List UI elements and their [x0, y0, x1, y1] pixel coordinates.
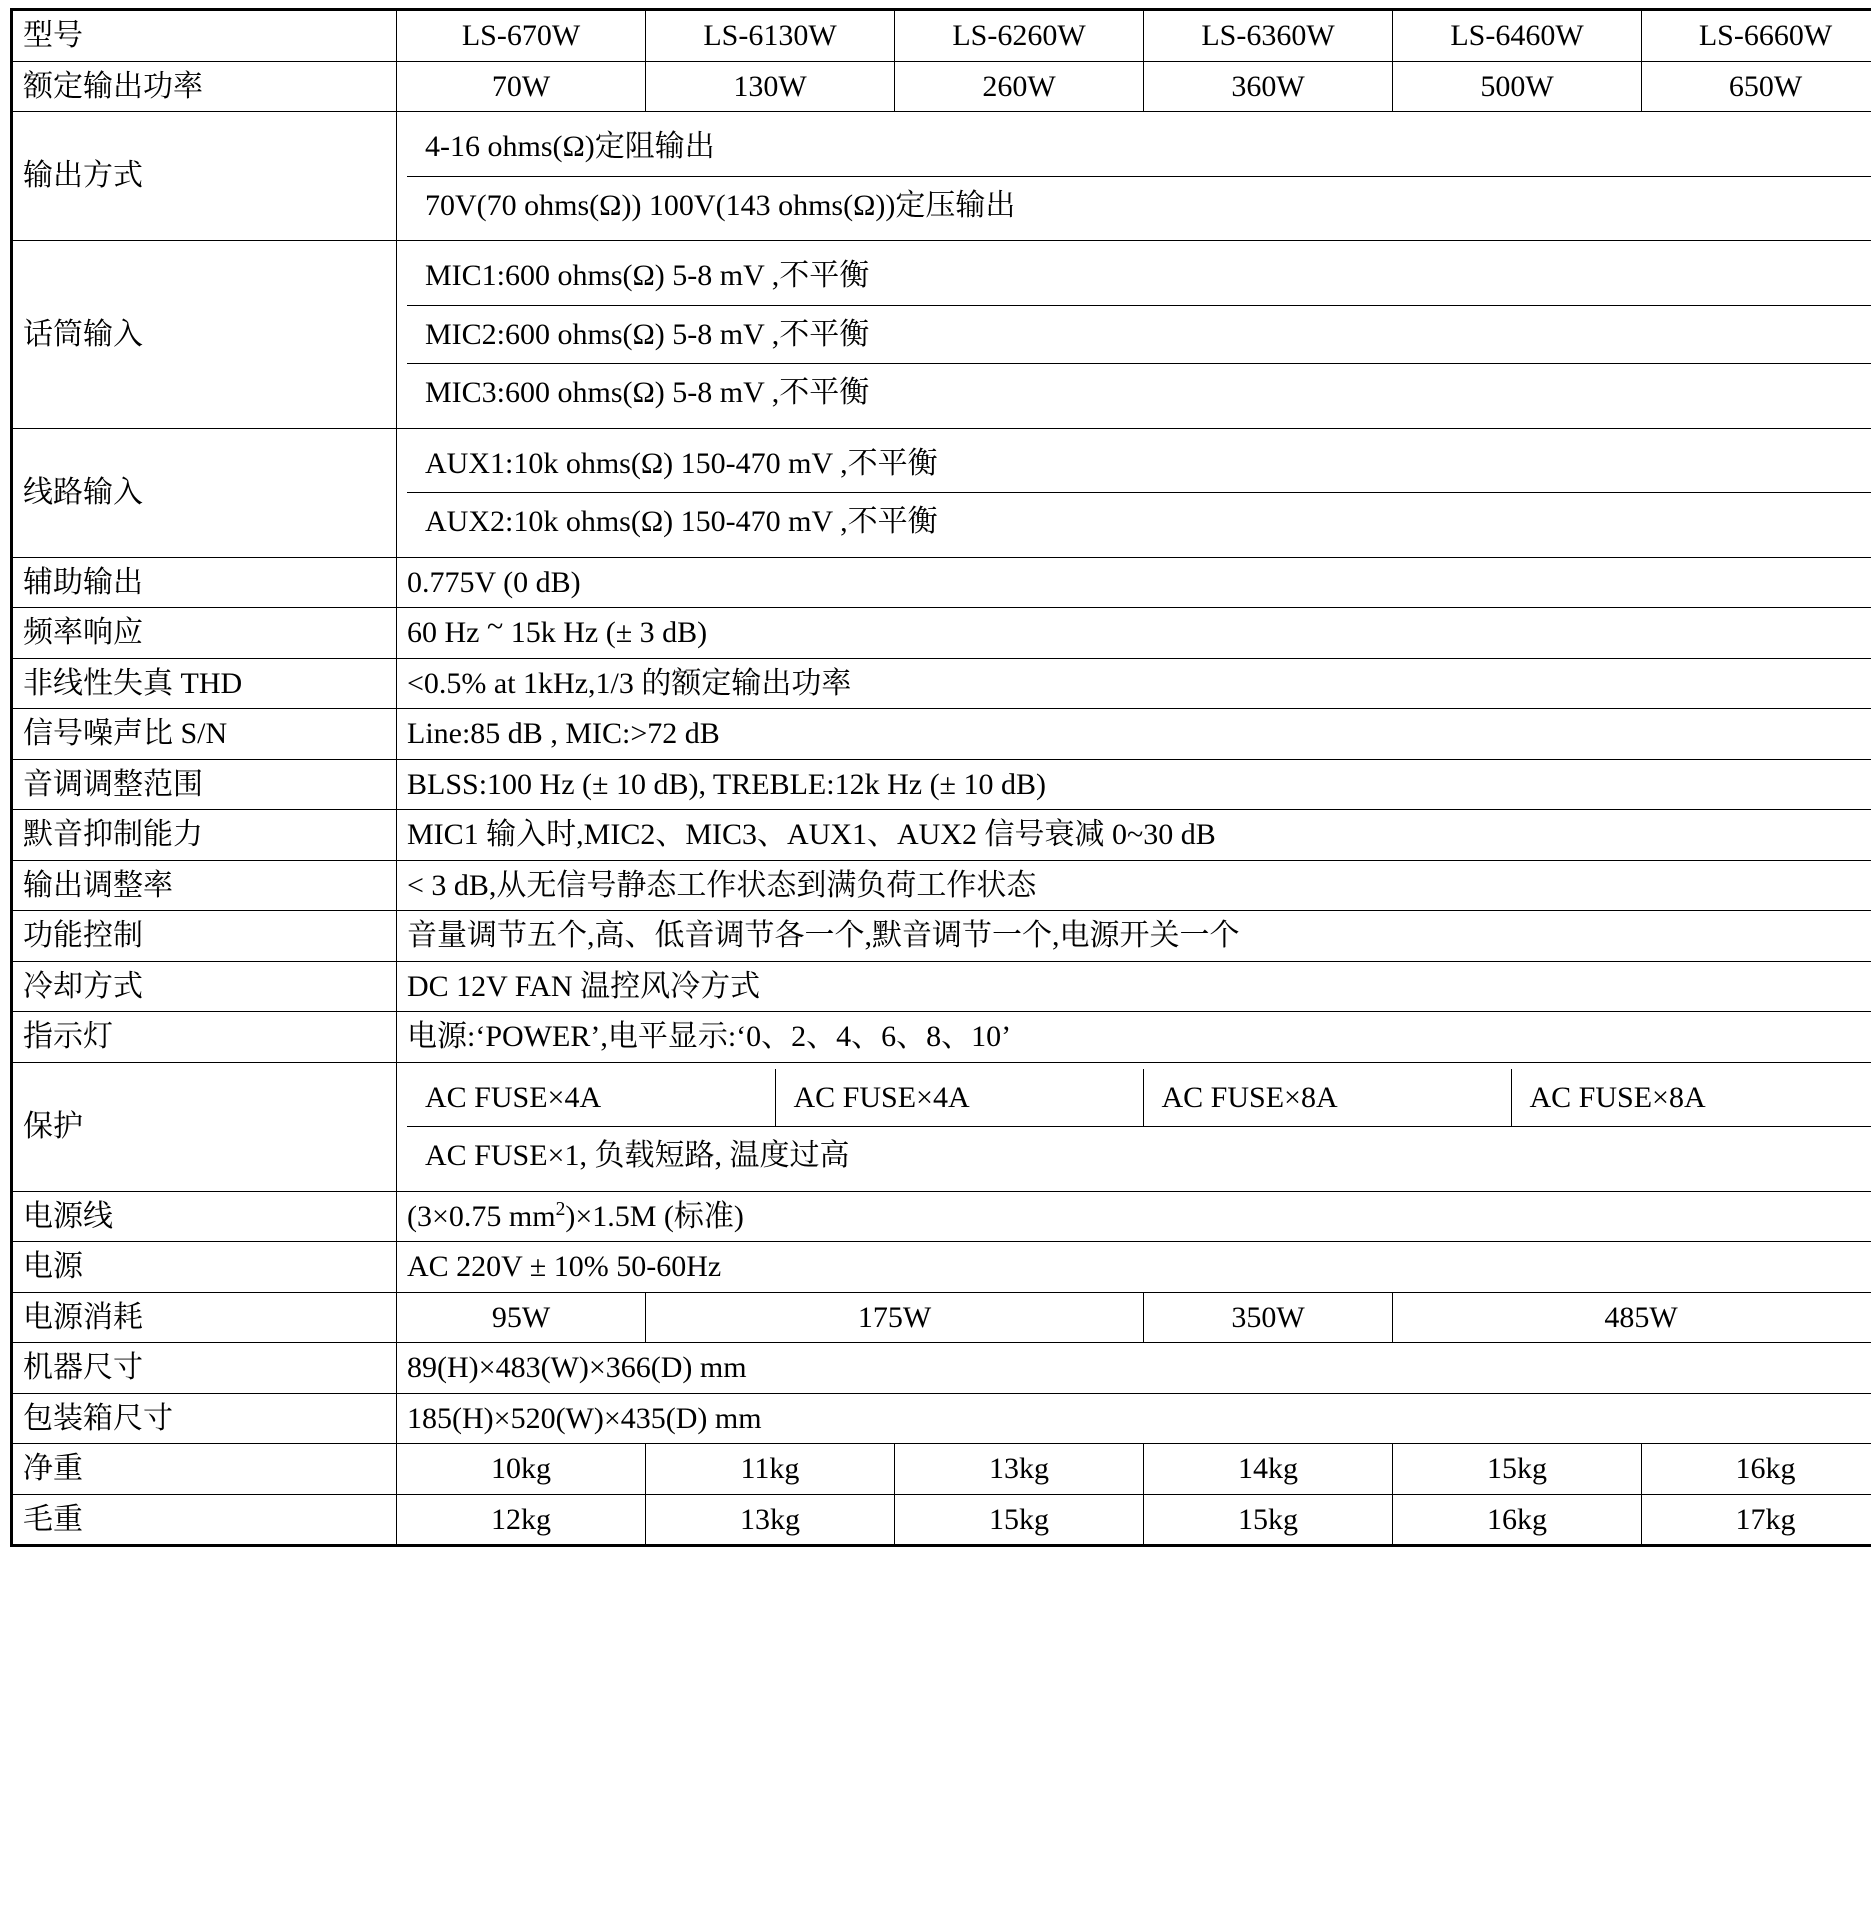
mic-input-value [397, 241, 1871, 429]
power-supply-value: AC 220V ± 10% 50-60Hz [397, 1242, 1871, 1293]
frequency-response-tilde: ~ [486, 610, 504, 643]
protection-line-2: AC FUSE×1, 负载短路, 温度过高 [425, 1139, 850, 1172]
table-row-tone-range [12, 759, 1871, 810]
table-row-snr [12, 709, 1871, 760]
machine-size-label: 机器尺寸 [12, 1343, 397, 1394]
table-row-protection [12, 1062, 1871, 1191]
snr-value: Line:85 dB , MIC:>72 dB [397, 709, 1871, 760]
protection-fuse-3: AC FUSE×8A [1143, 1069, 1511, 1127]
gross-weight-6: 17kg [1642, 1494, 1871, 1546]
frequency-response-low: 60 Hz [407, 616, 480, 649]
tone-range-label: 音调调整范围 [12, 759, 397, 810]
power-cord-value-exponent: 2 [555, 1198, 566, 1220]
mic-input-line-3: MIC3:600 ohms(Ω) 5-8 mV ,不平衡 [425, 376, 870, 409]
rated-power-2: 130W [646, 61, 895, 112]
cooling-label: 冷却方式 [12, 961, 397, 1012]
carton-size-label: 包装箱尺寸 [12, 1393, 397, 1444]
aux-output-label: 辅助输出 [12, 557, 397, 608]
model-5: LS-6460W [1393, 10, 1642, 62]
protection-label: 保护 [12, 1062, 397, 1191]
mic-input-line-2: MIC2:600 ohms(Ω) 5-8 mV ,不平衡 [407, 305, 1871, 364]
protection-fuse-1: AC FUSE×4A [407, 1069, 775, 1127]
protection-fuse-2: AC FUSE×4A [775, 1069, 1143, 1127]
table-row-power-consumption [12, 1292, 1871, 1343]
line-input-label: 线路输入 [12, 428, 397, 557]
header-label: 型号 [12, 10, 397, 62]
net-weight-1: 10kg [397, 1444, 646, 1495]
table-row-rated-power [12, 61, 1871, 112]
rated-power-1: 70W [397, 61, 646, 112]
net-weight-label: 净重 [12, 1444, 397, 1495]
power-cord-value-post: )×1.5M (标准) [565, 1199, 744, 1233]
table-row-gross-weight [12, 1494, 1871, 1546]
gross-weight-label: 毛重 [12, 1494, 397, 1546]
rated-power-6: 650W [1642, 61, 1871, 112]
table-row-mute-capability [12, 810, 1871, 861]
snr-label: 信号噪声比 S/N [12, 709, 397, 760]
net-weight-6: 16kg [1642, 1444, 1871, 1495]
rated-power-5: 500W [1393, 61, 1642, 112]
rated-power-label: 额定输出功率 [12, 61, 397, 112]
table-row-thd [12, 658, 1871, 709]
table-row-frequency-response [12, 608, 1871, 659]
rated-power-3: 260W [895, 61, 1144, 112]
gross-weight-3: 15kg [895, 1494, 1144, 1546]
tone-range-value: BLSS:100 Hz (± 10 dB), TREBLE:12k Hz (± 10 dB) [397, 759, 1871, 810]
table-row-cooling [12, 961, 1871, 1012]
rated-power-4: 360W [1144, 61, 1393, 112]
model-4: LS-6360W [1144, 10, 1393, 62]
table-row-power-supply [12, 1242, 1871, 1293]
output-mode-value [397, 112, 1871, 241]
output-mode-label: 输出方式 [12, 112, 397, 241]
frequency-response-label: 频率响应 [12, 608, 397, 659]
table-row-function-control [12, 911, 1871, 962]
table-row-header [12, 10, 1871, 62]
line-input-line-1: AUX1:10k ohms(Ω) 150-470 mV ,不平衡 [407, 435, 1871, 493]
power-cord-value [397, 1191, 1871, 1242]
power-cord-label: 电源线 [12, 1191, 397, 1242]
table-row-output-regulation [12, 860, 1871, 911]
model-2: LS-6130W [646, 10, 895, 62]
gross-weight-5: 16kg [1393, 1494, 1642, 1546]
table-row-machine-size [12, 1343, 1871, 1394]
power-consumption-3: 350W [1144, 1292, 1393, 1343]
mic-input-line-1: MIC1:600 ohms(Ω) 5-8 mV ,不平衡 [407, 247, 1871, 305]
net-weight-4: 14kg [1144, 1444, 1393, 1495]
mic-input-label: 话筒输入 [12, 241, 397, 429]
power-supply-label: 电源 [12, 1242, 397, 1293]
model-6: LS-6660W [1642, 10, 1871, 62]
line-input-value [397, 428, 1871, 557]
net-weight-2: 11kg [646, 1444, 895, 1495]
cooling-value: DC 12V FAN 温控风冷方式 [397, 961, 1871, 1012]
table-row-carton-size [12, 1393, 1871, 1444]
frequency-response-high: 15k Hz (± 3 dB) [510, 616, 708, 649]
power-consumption-1: 95W [397, 1292, 646, 1343]
mute-capability-label: 默音抑制能力 [12, 810, 397, 861]
gross-weight-2: 13kg [646, 1494, 895, 1546]
power-cord-value-pre: (3×0.75 mm [407, 1199, 556, 1233]
thd-label: 非线性失真 THD [12, 658, 397, 709]
table-row-net-weight [12, 1444, 1871, 1495]
indicator-value: 电源:‘POWER’,电平显示:‘0、2、4、6、8、10’ [397, 1012, 1871, 1063]
net-weight-5: 15kg [1393, 1444, 1642, 1495]
protection-fuse-4: AC FUSE×8A [1529, 1080, 1706, 1114]
output-regulation-value: < 3 dB,从无信号静态工作状态到满负荷工作状态 [397, 860, 1871, 911]
table-row-indicator [12, 1012, 1871, 1063]
power-consumption-2: 175W [646, 1292, 1144, 1343]
table-row-output-mode [12, 112, 1871, 241]
line-input-line-2: AUX2:10k ohms(Ω) 150-470 mV ,不平衡 [425, 505, 938, 538]
mute-capability-value: MIC1 输入时,MIC2、MIC3、AUX1、AUX2 信号衰减 0~30 dB [397, 810, 1871, 861]
frequency-response-value [397, 608, 1871, 659]
aux-output-value: 0.775V (0 dB) [397, 557, 1871, 608]
function-control-value: 音量调节五个,高、低音调节各一个,默音调节一个,电源开关一个 [397, 911, 1871, 962]
output-mode-line-2: 70V(70 ohms(Ω)) 100V(143 ohms(Ω))定压输出 [425, 188, 1016, 222]
table-row-aux-output [12, 557, 1871, 608]
net-weight-3: 13kg [895, 1444, 1144, 1495]
function-control-label: 功能控制 [12, 911, 397, 962]
table-row-power-cord [12, 1191, 1871, 1242]
machine-size-value: 89(H)×483(W)×366(D) mm [397, 1343, 1871, 1394]
carton-size-value: 185(H)×520(W)×435(D) mm [397, 1393, 1871, 1444]
thd-value: <0.5% at 1kHz,1/3 的额定输出功率 [397, 658, 1871, 709]
gross-weight-1: 12kg [397, 1494, 646, 1546]
power-consumption-label: 电源消耗 [12, 1292, 397, 1343]
power-consumption-4: 485W [1393, 1292, 1871, 1343]
output-regulation-label: 输出调整率 [12, 860, 397, 911]
model-3: LS-6260W [895, 10, 1144, 62]
table-row-line-input [12, 428, 1871, 557]
gross-weight-4: 15kg [1144, 1494, 1393, 1546]
indicator-label: 指示灯 [12, 1012, 397, 1063]
specification-table [10, 8, 1871, 1547]
table-row-mic-input [12, 241, 1871, 429]
protection-value [397, 1062, 1871, 1191]
output-mode-line-1: 4-16 ohms(Ω)定阻输出 [407, 118, 1871, 176]
model-1: LS-670W [397, 10, 646, 62]
